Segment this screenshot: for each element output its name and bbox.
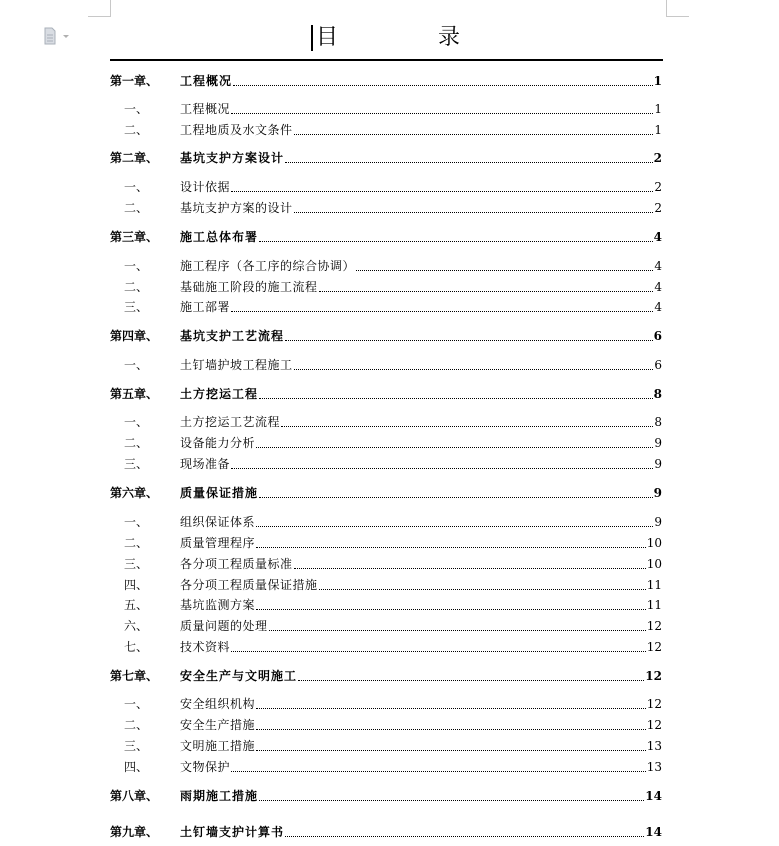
toc-entry-number: 一、: [124, 180, 149, 194]
toc-entry-title: 工程概况: [180, 102, 231, 116]
toc-section-entry[interactable]: [110, 617, 662, 633]
toc-section-entry[interactable]: [110, 695, 662, 711]
toc-entry-number: 第一章、: [110, 74, 159, 88]
toc-entry-page: 14: [645, 789, 662, 803]
toc-section-entry[interactable]: [110, 278, 662, 294]
toc-entry-title: 基坑支护方案设计: [180, 151, 285, 165]
toc-leader-dots: [285, 340, 653, 341]
toc-entry-page: 4: [654, 259, 662, 273]
toc-entry-page: 13: [646, 739, 662, 753]
toc-leader-dots: [259, 800, 644, 801]
document-icon[interactable]: [44, 27, 70, 45]
toc-entry-title: 基坑监测方案: [180, 598, 256, 612]
toc-entry-page: 8: [653, 387, 662, 401]
toc-section-entry[interactable]: [110, 737, 662, 753]
toc-leader-dots: [256, 729, 646, 730]
page-corner-marker-right: [666, 0, 689, 17]
toc-entry-title: 施工总体布署: [180, 230, 259, 244]
toc-entry-number: 二、: [124, 436, 149, 450]
toc-entry-title: 各分项工程质量保证措施: [180, 578, 318, 592]
toc-entry-title: 施工部署: [180, 300, 231, 314]
toc-leader-dots: [256, 609, 646, 610]
toc-entry-page: 2: [654, 180, 662, 194]
toc-entry-title: 技术资料: [180, 640, 231, 654]
toc-section-entry[interactable]: [110, 356, 662, 372]
toc-chapter-entry[interactable]: [110, 327, 662, 343]
toc-leader-dots: [231, 113, 653, 114]
toc-section-entry[interactable]: [110, 178, 662, 194]
toc-entry-number: 四、: [124, 760, 149, 774]
toc-entry-page: 2: [653, 151, 662, 165]
toc-entry-title: 文明施工措施: [180, 739, 256, 753]
toc-entry-title: 施工程序（各工序的综合协调）: [180, 259, 356, 273]
toc-section-entry[interactable]: [110, 638, 662, 654]
toc-entry-page: 12: [646, 697, 662, 711]
page-corner-marker-left: [88, 0, 111, 17]
toc-entry-number: 二、: [124, 718, 149, 732]
toc-entry-number: 第八章、: [110, 789, 159, 803]
toc-leader-dots: [231, 468, 653, 469]
toc-chapter-entry[interactable]: [110, 385, 662, 401]
toc-chapter-entry[interactable]: [110, 149, 662, 165]
toc-section-entry[interactable]: [110, 121, 662, 137]
toc-entry-title: 土钉墙护坡工程施工: [180, 358, 293, 372]
toc-leader-dots: [233, 85, 653, 86]
toc-entry-page: 2: [654, 201, 662, 215]
toc-entry-page: 1: [653, 74, 662, 88]
toc-entry-title: 质量问题的处理: [180, 619, 268, 633]
toc-leader-dots: [231, 191, 653, 192]
toc-chapter-entry[interactable]: [110, 667, 662, 683]
toc-entry-number: 一、: [124, 358, 149, 372]
toc-entry-title: 基坑支护工艺流程: [180, 329, 285, 343]
toc-section-entry[interactable]: [110, 434, 662, 450]
toc-entry-page: 9: [654, 457, 662, 471]
toc-entry-page: 6: [653, 329, 662, 343]
toc-section-entry[interactable]: [110, 199, 662, 215]
toc-entry-number: 第二章、: [110, 151, 159, 165]
toc-entry-page: 6: [654, 358, 662, 372]
toc-entry-number: 一、: [124, 697, 149, 711]
toc-leader-dots: [356, 270, 653, 271]
toc-entry-title: 工程概况: [180, 74, 233, 88]
toc-entry-title: 土方挖运工程: [180, 387, 259, 401]
toc-entry-number: 第九章、: [110, 825, 159, 839]
toc-leader-dots: [256, 447, 653, 448]
toc-entry-number: 三、: [124, 739, 149, 753]
toc-leader-dots: [319, 589, 646, 590]
toc-entry-number: 三、: [124, 457, 149, 471]
toc-entry-page: 11: [646, 598, 662, 612]
toc-entry-number: 第三章、: [110, 230, 159, 244]
toc-leader-dots: [256, 750, 646, 751]
toc-leader-dots: [319, 291, 654, 292]
toc-section-entry[interactable]: [110, 716, 662, 732]
toc-entry-title: 土钉墙支护计算书: [180, 825, 285, 839]
toc-section-entry[interactable]: [110, 298, 662, 314]
toc-entry-title: 各分项工程质量标准: [180, 557, 293, 571]
title-underline: [110, 59, 663, 61]
toc-entry-page: 9: [653, 486, 662, 500]
toc-leader-dots: [231, 651, 646, 652]
toc-section-entry[interactable]: [110, 596, 662, 612]
toc-entry-title: 基坑支护方案的设计: [180, 201, 293, 215]
toc-entry-page: 4: [653, 230, 662, 244]
toc-entry-page: 1: [654, 102, 662, 116]
toc-entry-page: 12: [646, 619, 662, 633]
toc-entry-number: 三、: [124, 557, 149, 571]
toc-entry-title: 设备能力分析: [180, 436, 256, 450]
toc-leader-dots: [259, 398, 653, 399]
toc-leader-dots: [259, 497, 653, 498]
toc-entry-page: 8: [654, 415, 662, 429]
toc-entry-number: 五、: [124, 598, 149, 612]
toc-leader-dots: [231, 771, 646, 772]
toc-entry-title: 现场准备: [180, 457, 231, 471]
toc-entry-title: 组织保证体系: [180, 515, 256, 529]
toc-entry-page: 9: [654, 515, 662, 529]
toc-entry-number: 二、: [124, 536, 149, 550]
toc-entry-number: 四、: [124, 578, 149, 592]
toc-entry-number: 一、: [124, 415, 149, 429]
toc-section-entry[interactable]: [110, 534, 662, 550]
toc-entry-title: 雨期施工措施: [180, 789, 259, 803]
toc-leader-dots: [269, 630, 646, 631]
toc-section-entry[interactable]: [110, 257, 662, 273]
toc-leader-dots: [298, 680, 644, 681]
toc-section-entry[interactable]: [110, 100, 662, 116]
toc-section-entry[interactable]: [110, 513, 662, 529]
toc-section-entry[interactable]: [110, 758, 662, 774]
toc-entry-number: 二、: [124, 280, 149, 294]
text-cursor: [311, 25, 313, 51]
toc-entry-title: 基础施工阶段的施工流程: [180, 280, 318, 294]
toc-entry-number: 第四章、: [110, 329, 159, 343]
toc-entry-title: 质量管理程序: [180, 536, 256, 550]
toc-chapter-entry[interactable]: [110, 823, 662, 839]
toc-entry-page: 10: [646, 536, 662, 550]
toc-leader-dots: [281, 426, 653, 427]
toc-chapter-entry[interactable]: [110, 787, 662, 803]
toc-entry-page: 12: [646, 718, 662, 732]
toc-entry-number: 第七章、: [110, 669, 159, 683]
toc-entry-title: 安全生产措施: [180, 718, 256, 732]
toc-entry-page: 12: [646, 640, 662, 654]
toc-entry-number: 第六章、: [110, 486, 159, 500]
toc-entry-number: 一、: [124, 102, 149, 116]
toc-entry-page: 14: [645, 825, 662, 839]
toc-entry-page: 4: [654, 280, 662, 294]
toc-entry-number: 七、: [124, 640, 149, 654]
toc-entry-title: 安全组织机构: [180, 697, 256, 711]
toc-leader-dots: [231, 311, 653, 312]
toc-entry-number: 六、: [124, 619, 149, 633]
toc-entry-number: 二、: [124, 201, 149, 215]
toc-entry-title: 工程地质及水文条件: [180, 123, 293, 137]
toc-chapter-entry[interactable]: [110, 72, 662, 88]
toc-entry-title: 土方挖运工艺流程: [180, 415, 281, 429]
toc-title-char-2: 录: [438, 25, 461, 50]
toc-entry-title: 设计依据: [180, 180, 231, 194]
toc-section-entry[interactable]: [110, 555, 662, 571]
toc-entry-title: 安全生产与文明施工: [180, 669, 298, 683]
toc-entry-page: 10: [646, 557, 662, 571]
toc-section-entry[interactable]: [110, 455, 662, 471]
toc-leader-dots: [259, 241, 653, 242]
toc-entry-title: 质量保证措施: [180, 486, 259, 500]
toc-entry-page: 9: [654, 436, 662, 450]
toc-title: [110, 18, 662, 58]
toc-title-char-1: 目: [316, 25, 339, 50]
toc-entry-number: 二、: [124, 123, 149, 137]
toc-leader-dots: [294, 212, 654, 213]
toc-leader-dots: [256, 547, 646, 548]
toc-leader-dots: [256, 526, 653, 527]
toc-entry-page: 13: [646, 760, 662, 774]
toc-entry-page: 4: [654, 300, 662, 314]
toc-section-entry[interactable]: [110, 576, 662, 592]
toc-entry-number: 一、: [124, 259, 149, 273]
toc-chapter-entry[interactable]: [110, 228, 662, 244]
toc-entry-number: 一、: [124, 515, 149, 529]
toc-chapter-entry[interactable]: [110, 484, 662, 500]
toc-leader-dots: [294, 134, 654, 135]
toc-leader-dots: [294, 369, 654, 370]
toc-entry-number: 第五章、: [110, 387, 159, 401]
toc-section-entry[interactable]: [110, 413, 662, 429]
toc-leader-dots: [256, 708, 646, 709]
toc-entry-page: 1: [654, 123, 662, 137]
toc-leader-dots: [285, 836, 644, 837]
toc-entry-title: 文物保护: [180, 760, 231, 774]
toc-leader-dots: [294, 568, 646, 569]
toc-leader-dots: [285, 162, 653, 163]
toc-entry-page: 11: [646, 578, 662, 592]
toc-entry-number: 三、: [124, 300, 149, 314]
toc-entry-page: 12: [645, 669, 662, 683]
